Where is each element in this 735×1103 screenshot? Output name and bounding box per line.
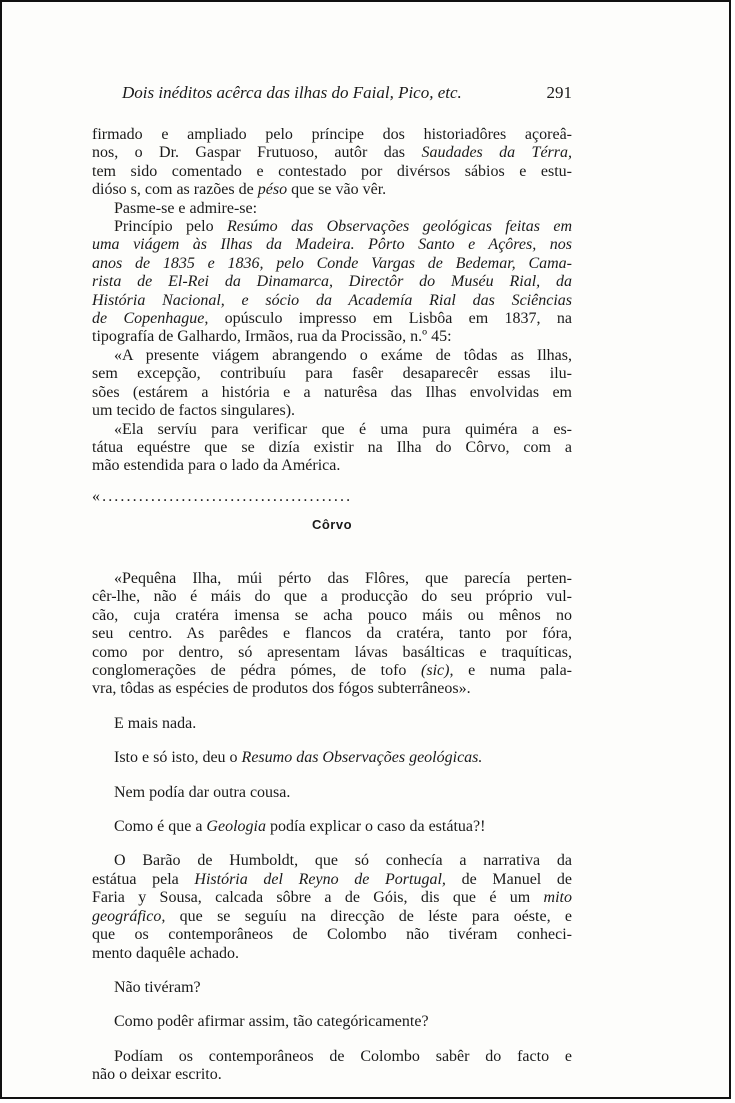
text-line: tipografía de Galhardo, Irmãos, rua da Procissão, n.º 45: (92, 328, 452, 346)
paragraph-barao (92, 852, 572, 962)
italic-word: (sic), (421, 662, 454, 680)
text-line: Pasme-se e admire-se: (114, 199, 258, 217)
text-line (92, 144, 572, 162)
text-run: que se seguíu na direcção de léste para oéste, e (165, 907, 572, 925)
paragraph-como (92, 818, 572, 836)
text-run: de Manuel de (445, 870, 573, 888)
text-line (92, 871, 572, 889)
text-line: Nem podía dar outra cousa. (114, 783, 291, 801)
text-line: «Ela servíu para verificar que é uma pura quiméra a es- (114, 420, 572, 438)
text-line: O Barão de Humboldt, que só conhecía a narrativa da (114, 852, 572, 870)
text-line: Não tivéram? (114, 978, 201, 996)
text-run: Isto e só isto, deu o (114, 749, 242, 767)
text-run: nos, o Dr. Gaspar Frutuoso, autôr das (92, 144, 422, 162)
text-line: tem sido comentado e contestado por divérsos sábios e estu- (92, 162, 572, 180)
text-run: e numa pala- (453, 662, 573, 680)
paragraph-nao (92, 979, 572, 997)
text-line (92, 218, 572, 236)
body-text-bottom (92, 554, 572, 1101)
text-run: Princípio pelo (114, 218, 227, 236)
text-line: como por dentro, só apresentam lávas basálticas e traquíticas, (92, 643, 572, 661)
text-line: rista de El-Rei da Dinamarca, Directôr do Muséu Rial, da (92, 273, 572, 291)
paragraph-3 (92, 218, 572, 347)
text-line: E mais nada. (114, 714, 197, 732)
section-heading: Côrvo (311, 517, 353, 532)
text-line: seu centro. As parêdes e flancos da cratéra, tanto por fóra, (92, 625, 572, 643)
italic-title: Resumo das Observações geológicas. (241, 749, 483, 767)
paragraph-podiam (92, 1048, 572, 1085)
text-run: que se vão vêr. (287, 181, 387, 199)
paragraph-mais (92, 715, 572, 733)
text-run: conglomerações de pédra pómes, de tofo (92, 662, 422, 680)
text-run: estátua pela (92, 870, 195, 888)
text-run: podía explicar o caso da estátua?! (265, 818, 486, 836)
text-line: vra, tôdas as espécies de produtos dos fógos subterrâneos». (92, 680, 471, 698)
quote-1 (92, 347, 572, 421)
text-line (92, 181, 572, 199)
italic-title: de Copenhague, (92, 310, 209, 328)
text-run: Como é que a (114, 818, 207, 836)
text-line: tátua equéstre que se dizía existir na Ilha do Côrvo, com a (92, 438, 572, 456)
paragraph-2 (92, 200, 572, 218)
text-line: firmado e ampliado pelo príncipe dos historiadôres açoreâ- (92, 126, 572, 143)
text-run: Faria y Sousa, calcada sôbre a de Góis, dis que é um (92, 889, 544, 907)
text-line: sões (estárem a história e a naturêsa das Ilhas envolvidas em (92, 383, 572, 401)
text-run: dióso s, com as razões de (92, 181, 258, 199)
text-line (92, 310, 572, 328)
quote-3 (92, 570, 572, 699)
page-header (122, 80, 572, 106)
quote-2 (92, 421, 572, 476)
running-title: Dois inéditos acêrca das ilhas do Faial, Pico, etc. (122, 83, 462, 102)
text-line: uma viágem às Ilhas da Madeira. Pôrto Santo e Açôres, nos (92, 236, 572, 254)
text-line: mão estendida para o lado da América. (92, 457, 341, 475)
text-line: sem excepção, contribuíu para fasêr desaparecêr essas ilu- (92, 365, 572, 383)
text-line: não o deixar escrito. (92, 1066, 222, 1084)
text-line: que os contemporâneos de Colombo não tivéram conheci- (92, 926, 572, 944)
text-line (92, 749, 572, 767)
text-line: «Pequêna Ilha, múi pérto das Flôres, que parecía perten- (114, 570, 572, 587)
text-line (92, 662, 572, 680)
italic-title: Saudades da Térra, (421, 144, 573, 162)
italic-title: História del Reyno de Portugal, (194, 870, 446, 888)
text-line: «A presente viágem abrangendo o exáme de tôdas as Ilhas, (114, 346, 572, 364)
paragraph-nem (92, 784, 572, 802)
page-number: 291 (546, 83, 572, 102)
text-line: mento daquêle achado. (92, 944, 240, 962)
text-line: cêr-lhe, não é máis do que a producção do seu próprio vul- (92, 588, 572, 606)
text-line (92, 908, 572, 926)
paragraph-como-poder (92, 1013, 572, 1031)
italic-word: mito (543, 889, 572, 907)
omission-dots: «......................................... (92, 488, 353, 505)
text-line (92, 818, 572, 836)
text-line: Como podêr afirmar assim, tão categóricamente? (114, 1013, 429, 1031)
italic-word: geográfico, (92, 907, 166, 925)
italic-word: Geologia (206, 818, 266, 836)
text-line: anos de 1835 e 1836, pelo Conde Vargas de Bedemar, Cama- (92, 254, 572, 272)
italic-word: péso (257, 181, 288, 199)
text-line (92, 889, 572, 907)
text-line: Podíam os contemporâneos de Colombo sabêr do facto e (114, 1047, 572, 1065)
text-line: um tecido de factos singulares). (92, 402, 296, 420)
text-line: cão, cuja cratéra imensa se acha pouco máis ou mênos no (92, 606, 572, 624)
italic-title: Resúmo das Observações geológicas feitas em (226, 218, 572, 236)
paragraph-isto (92, 749, 572, 767)
text-run: opúsculo impresso em Lisbôa em 1837, na (208, 310, 572, 328)
body-text-top (92, 126, 572, 476)
text-line: História Nacional, e sócio da Academía Rial das Sciências (92, 291, 572, 309)
paragraph-1 (92, 126, 572, 200)
